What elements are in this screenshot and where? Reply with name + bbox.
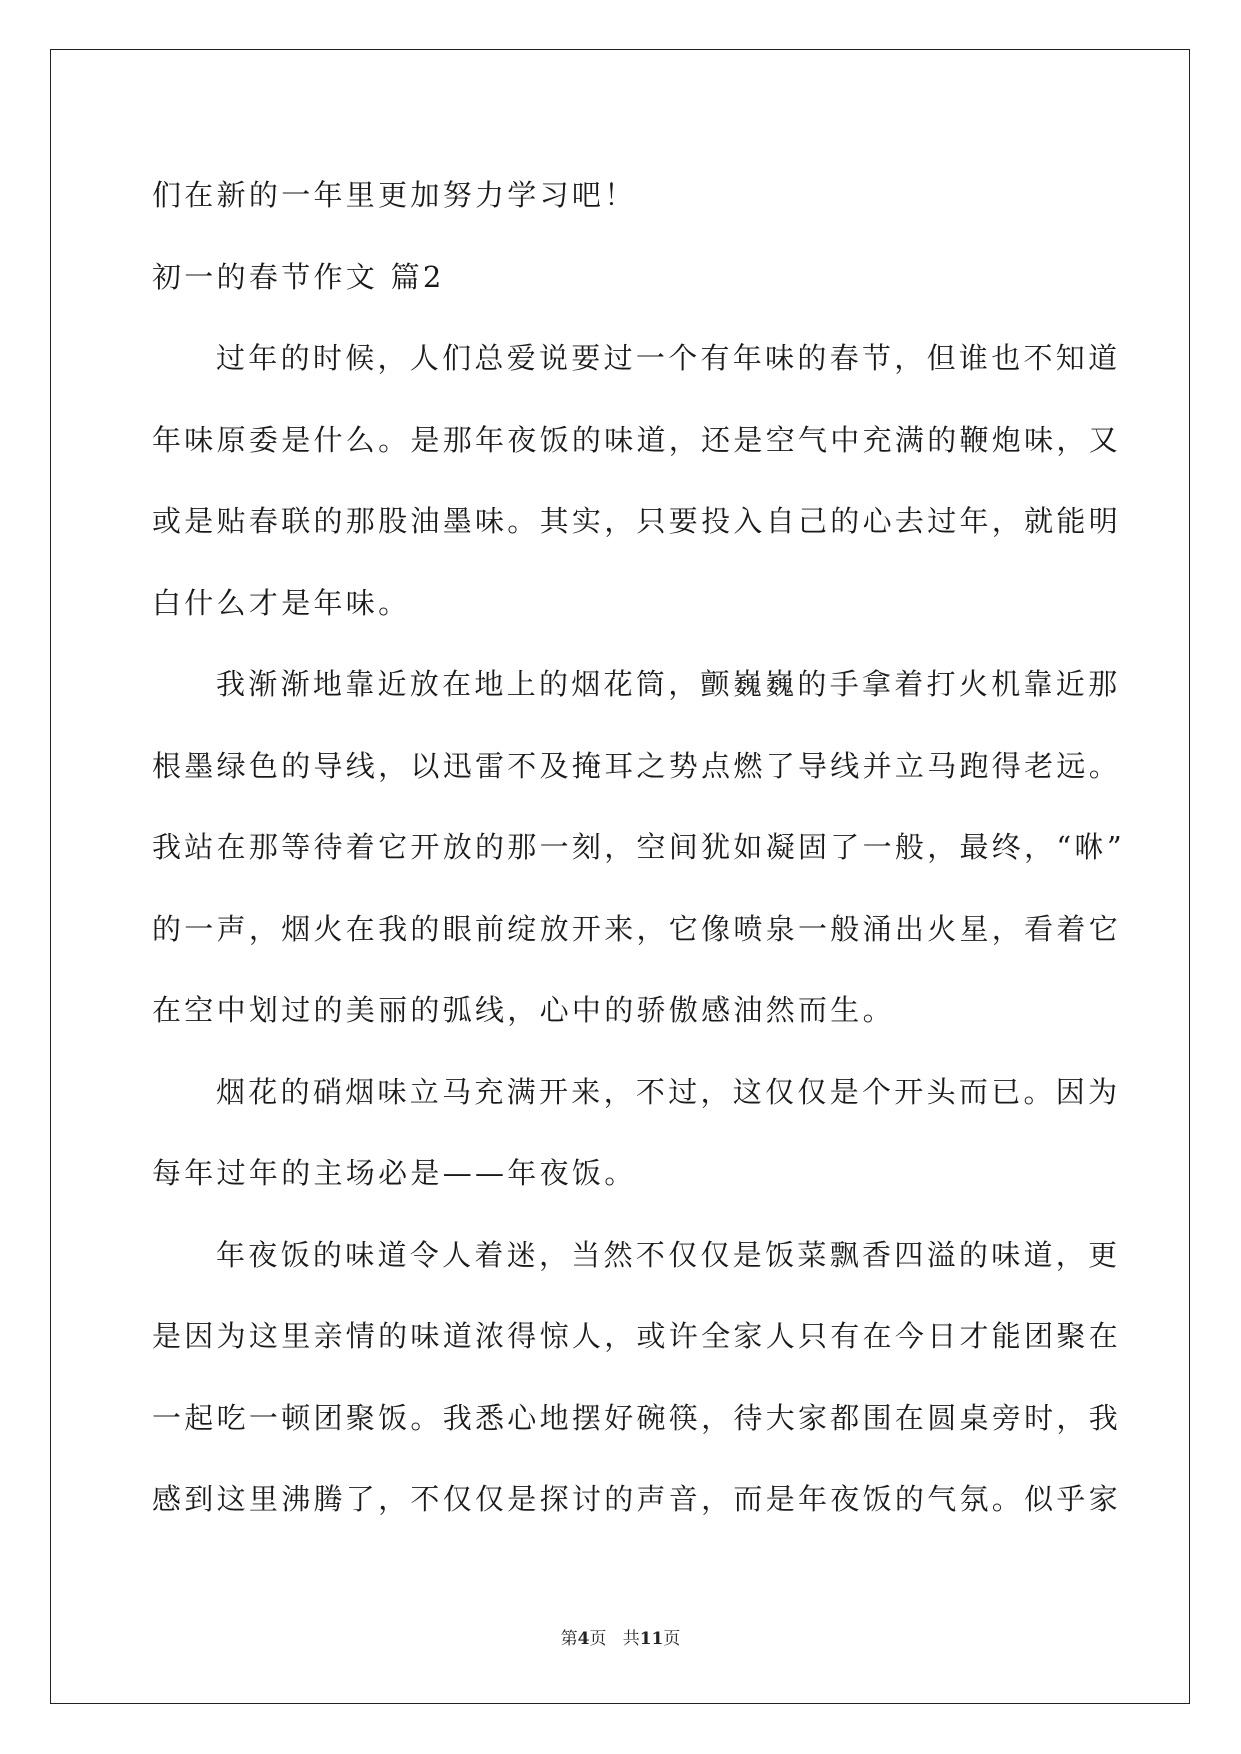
paragraph-line: 一起吃一顿团聚饭。我悉心地摆好碗筷，待大家都围在圆桌旁时，我	[152, 1400, 1122, 1435]
paragraph-line: 我站在那等待着它开放的那一刻，空间犹如凝固了一般，最终，“咻”	[152, 830, 1125, 864]
total-pages: 11	[639, 1629, 664, 1649]
paragraph-line: 感到这里沸腾了，不仅仅是探讨的声音，而是年夜饭的气氛。似乎家	[152, 1482, 1122, 1516]
document-body	[152, 155, 1125, 1541]
paragraph-line: 烟花的硝烟味立马充满开来，不过，这仅仅是个开头而已。因为	[216, 1074, 1121, 1109]
paragraph-line: 我渐渐地靠近放在地上的烟花筒，颤巍巍的手拿着打火机靠近那	[216, 667, 1121, 701]
paragraph-line: 每年过年的主场必是——年夜饭。	[152, 1156, 637, 1190]
page-suffix: 页	[589, 1629, 607, 1649]
paragraph-line: 是因为这里亲情的味道浓得惊人，或许全家人只有在今日才能团聚在	[152, 1319, 1122, 1353]
text-line: 们在新的一年里更加努力学习吧！	[152, 178, 637, 212]
paragraph-line: 年夜饭的味道令人着迷，当然不仅仅是饭菜飘香四溢的味道，更	[216, 1237, 1121, 1272]
total-prefix: 共	[622, 1629, 640, 1649]
section-heading: 初一的春节作文 篇2	[152, 259, 445, 294]
page-number: 4	[577, 1629, 590, 1649]
paragraph-line: 白什么才是年味。	[152, 585, 411, 620]
paragraph-line: 根墨绿色的导线，以迅雷不及掩耳之势点燃了导线并立马跑得老远。	[152, 748, 1122, 783]
total-suffix: 页	[663, 1629, 681, 1649]
paragraph-line: 的一声，烟火在我的眼前绽放开来，它像喷泉一般涌出火星，看着它	[152, 911, 1122, 946]
paragraph-line: 年味原委是什么。是那年夜饭的味道，还是空气中充满的鞭炮味，又	[152, 422, 1122, 457]
page-prefix: 第	[560, 1629, 578, 1649]
paragraph-line: 在空中划过的美丽的弧线，心中的骄傲感油然而生。	[152, 993, 895, 1027]
paragraph-line: 或是贴春联的那股油墨味。其实，只要投入自己的心去过年，就能明	[152, 504, 1122, 538]
paragraph-line: 过年的时候，人们总爱说要过一个有年味的春节，但谁也不知道	[216, 341, 1121, 375]
page-footer	[0, 1624, 1241, 1649]
